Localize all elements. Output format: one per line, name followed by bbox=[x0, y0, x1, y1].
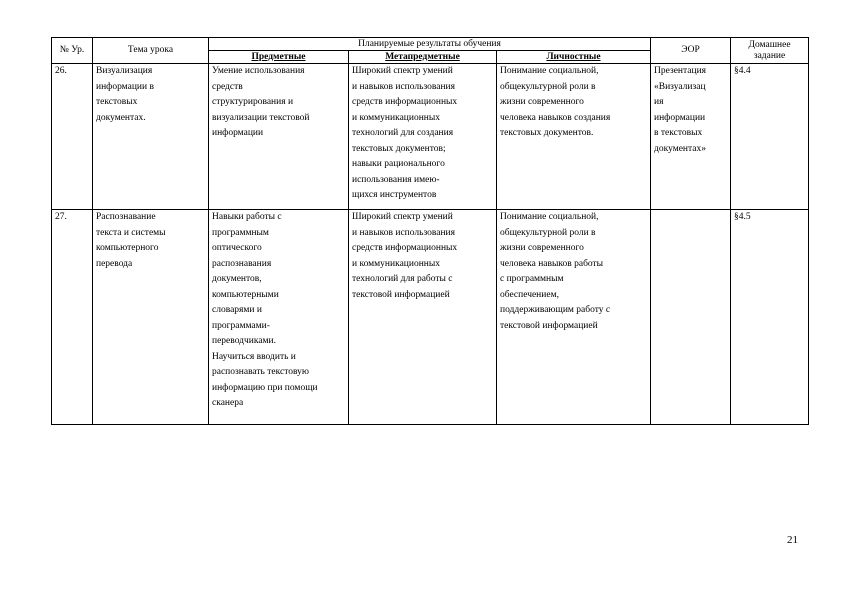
header-subject-results: Предметные bbox=[209, 51, 349, 64]
header-lesson-number: № Ур. bbox=[52, 38, 93, 64]
header-planned-results: Планируемые результаты обучения bbox=[209, 38, 651, 51]
meta-results: Широкий спектр умений и навыков использования средств информационных и коммуникационных технологий для работы с текстовой информацией bbox=[349, 210, 497, 425]
table-row bbox=[52, 64, 809, 210]
homework: §4.4 bbox=[731, 64, 809, 210]
homework: §4.5 bbox=[731, 210, 809, 425]
eor-resource: Презентация «Визуализац ия информации в текстовых документах» bbox=[651, 64, 731, 210]
lesson-topic: Визуализация информации в текстовых документах. bbox=[93, 64, 209, 210]
lesson-topic: Распознавание текста и системы компьютерного перевода bbox=[93, 210, 209, 425]
subject-results: Умение использования средств структурирования и визуализации текстовой информации bbox=[209, 64, 349, 210]
lesson-number: 27. bbox=[52, 210, 93, 425]
header-meta-results: Метапредметные bbox=[349, 51, 497, 64]
table-row bbox=[52, 210, 809, 425]
personal-results: Понимание социальной, общекультурной роли в жизни современного человека навыков создания текстовых документов. bbox=[497, 64, 651, 210]
header-homework: Домашнее задание bbox=[731, 38, 809, 64]
header-topic: Тема урока bbox=[93, 38, 209, 64]
eor-resource bbox=[651, 210, 731, 425]
header-personal-results: Личностные bbox=[497, 51, 651, 64]
personal-results: Понимание социальной, общекультурной роли в жизни современного человека навыков работы с программным обеспечением, поддерживающим работу с текстовой информацией bbox=[497, 210, 651, 425]
header-eor: ЭОР bbox=[651, 38, 731, 64]
subject-results: Навыки работы с программным оптического распознавания документов, компьютерными словарями и программами- переводчиками. Научиться вводить и распознавать текстовую информацию при помощи сканера bbox=[209, 210, 349, 425]
lesson-plan-table bbox=[51, 37, 809, 425]
page-number: 21 bbox=[787, 534, 798, 546]
meta-results: Широкий спектр умений и навыков использования средств информационных и коммуникационных технологий для создания текстовых документов; навыки рационального использования имею- щихся инструментов bbox=[349, 64, 497, 210]
lesson-number: 26. bbox=[52, 64, 93, 210]
